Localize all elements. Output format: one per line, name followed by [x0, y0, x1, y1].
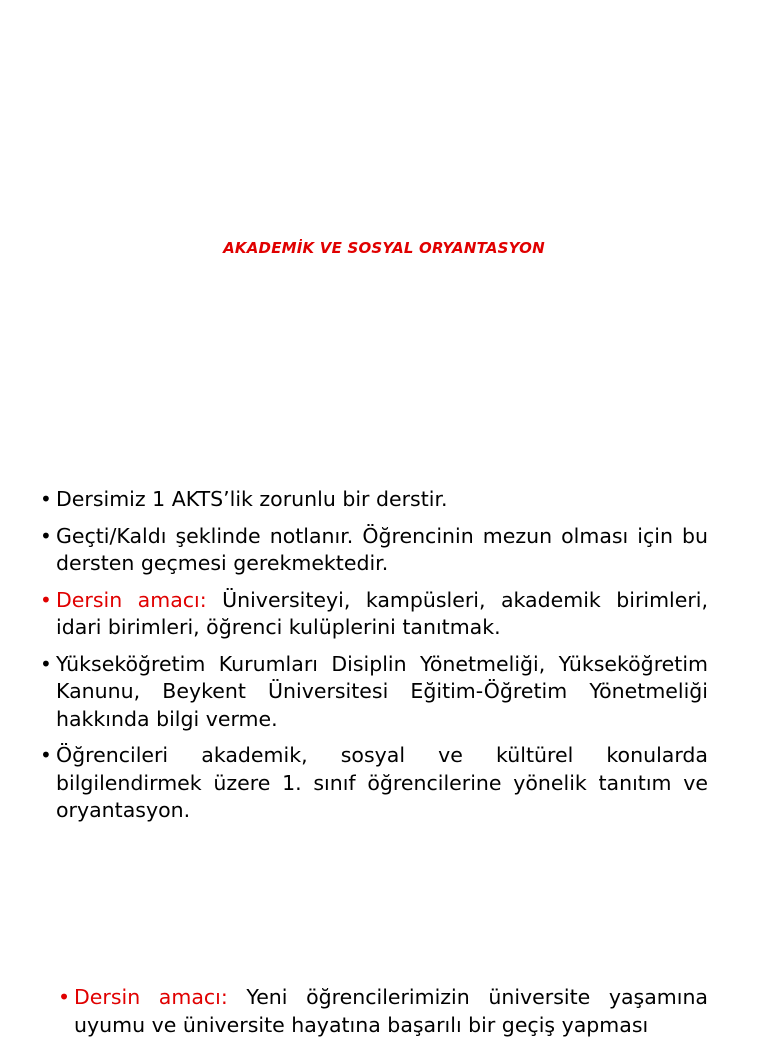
- list-item: [40, 742, 708, 825]
- bullet-dot: •: [58, 985, 71, 1009]
- bullet-text: Üniversiteyi, kampüsleri, akademik birimleri, idari birimleri, öğrenci kulüplerini tanıtmak.: [56, 587, 708, 639]
- bullet-dot: •: [40, 587, 52, 612]
- bullet-text: Yükseköğretim Kurumları Disiplin Yönetmeliği, Yükseköğretim Kanunu, Beykent Üniversitesi Eğitim-Öğretim Yönetmeliği hakkında bilgi verme.: [56, 651, 708, 731]
- bullet-label: Dersin amacı:: [56, 587, 207, 612]
- list-item: [40, 651, 708, 734]
- bullet-list: [40, 486, 708, 834]
- bullet-text: Geçti/Kaldı şeklinde notlanır. Öğrencinin mezun olması için bu dersten geçmesi gerekmektedir.: [56, 523, 708, 575]
- bullet-dot: •: [40, 523, 52, 548]
- bullet-text: Yeni öğrencilerimizin üniversite yaşamına uyumu ve üniversite hayatına başarılı bir geçiş yapması: [74, 985, 708, 1037]
- bullet-dot: •: [40, 743, 52, 767]
- list-item: [40, 587, 708, 642]
- list-item: [40, 523, 708, 578]
- bullet-text: Dersimiz 1 AKTS’lik zorunlu bir derstir.: [56, 487, 448, 511]
- bullet-label: Dersin amacı:: [74, 985, 228, 1009]
- bullet-dot: •: [40, 651, 52, 676]
- bullet-list-second: [58, 984, 708, 1039]
- list-item: [40, 486, 708, 514]
- bullet-dot: •: [40, 487, 52, 511]
- bullet-text: Öğrencileri akademik, sosyal ve kültürel konularda bilgilendirmek üzere 1. sınıf öğrencilerine yönelik tanıtım ve oryantasyon.: [56, 743, 708, 822]
- list-item: [58, 984, 708, 1039]
- page-title: AKADEMİK VE SOSYAL ORYANTASYON: [223, 239, 545, 257]
